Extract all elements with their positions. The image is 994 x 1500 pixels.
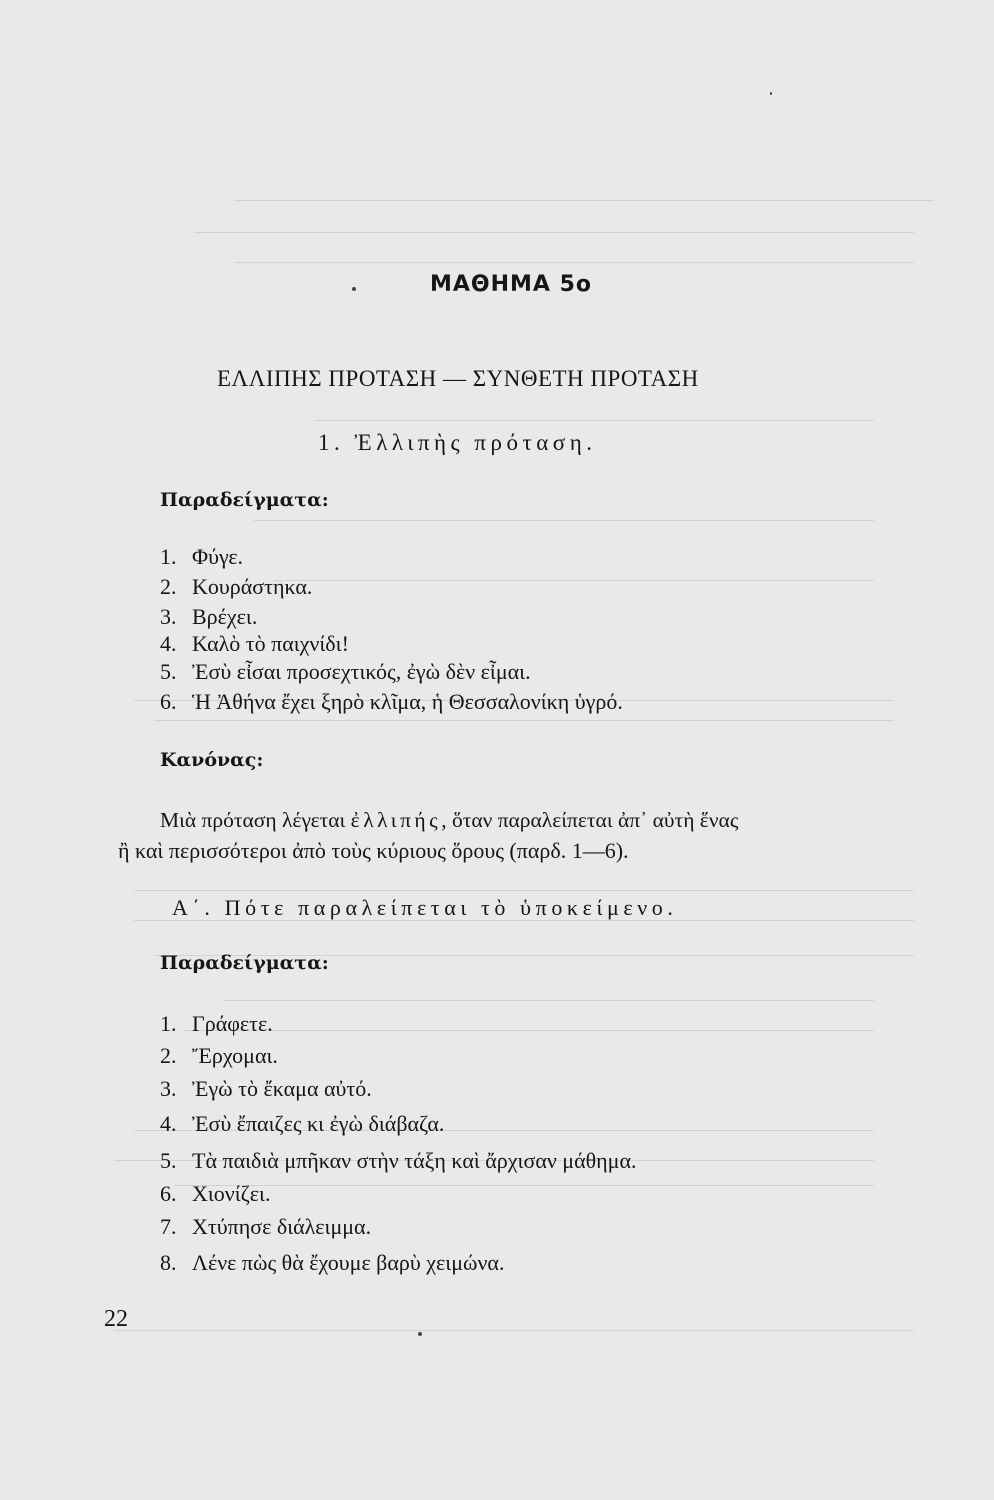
examples-label: Παραδείγματα: xyxy=(160,489,329,511)
example-item: 3. Ἐγὼ τὸ ἔκαμα αὐτό. xyxy=(160,1076,372,1101)
example-item: 3. Βρέχει. xyxy=(160,604,258,629)
example-item: 8. Λένε πὼς θὰ ἔχουμε βαρὺ χειμώνα. xyxy=(160,1250,505,1275)
example-item: 2. Ἔρχομαι. xyxy=(160,1043,278,1068)
print-speck xyxy=(352,287,356,291)
subheading-subject-omission: Α΄. Πότε παραλείπεται τὸ ὑποκείμενο. xyxy=(172,895,678,920)
print-speck xyxy=(770,92,772,95)
rule-text-line-2: ἢ καὶ περισσότεροι ἀπὸ τοὺς κύριους ὅρους (παρδ. 1—6). xyxy=(118,838,629,863)
lesson-title: ΜΑΘΗΜΑ 5ο xyxy=(430,272,593,297)
page-number: 22 xyxy=(104,1306,128,1332)
examples-label: Παραδείγματα: xyxy=(160,952,329,974)
rule-text-line-1: Μιὰ πρόταση λέγεται ἐλλιπής, ὅταν παραλείπεται ἀπ᾽ αὐτὴ ἕνας xyxy=(160,808,739,832)
subheading-elliptic-sentence: 1. Ἐλλιπὴς πρόταση. xyxy=(318,430,597,455)
rule-label: Κανόνας: xyxy=(160,749,264,771)
example-item: 4. Ἐσὺ ἔπαιζες κι ἐγὼ διάβαζα. xyxy=(160,1111,445,1136)
print-speck xyxy=(418,1332,422,1336)
example-item: 6. Ἡ Ἀθήνα ἔχει ξηρὸ κλῖμα, ἡ Θεσσαλονίκη ὑγρό. xyxy=(160,689,623,714)
example-item: 1. Φύγε. xyxy=(160,544,244,569)
example-item: 6. Χιονίζει. xyxy=(160,1181,271,1206)
rule-emphasis: ἐλλιπής xyxy=(350,808,442,832)
example-item: 5. Τὰ παιδιὰ μπῆκαν στὴν τάξη καὶ ἄρχισαν μάθημα. xyxy=(160,1148,637,1173)
example-item: 1. Γράφετε. xyxy=(160,1011,273,1036)
example-item: 2. Κουράστηκα. xyxy=(160,574,313,599)
example-item: 5. Ἐσὺ εἶσαι προσεχτικός, ἐγὼ δὲν εἶμαι. xyxy=(160,659,531,684)
example-item: 7. Χτύπησε διάλειμμα. xyxy=(160,1214,372,1239)
example-item: 4. Καλὸ τὸ παιχνίδι! xyxy=(160,631,349,656)
section-heading: ΕΛΛΙΠΗΣ ΠΡΟΤΑΣΗ — ΣΥΝΘΕΤΗ ΠΡΟΤΑΣΗ xyxy=(217,366,699,391)
